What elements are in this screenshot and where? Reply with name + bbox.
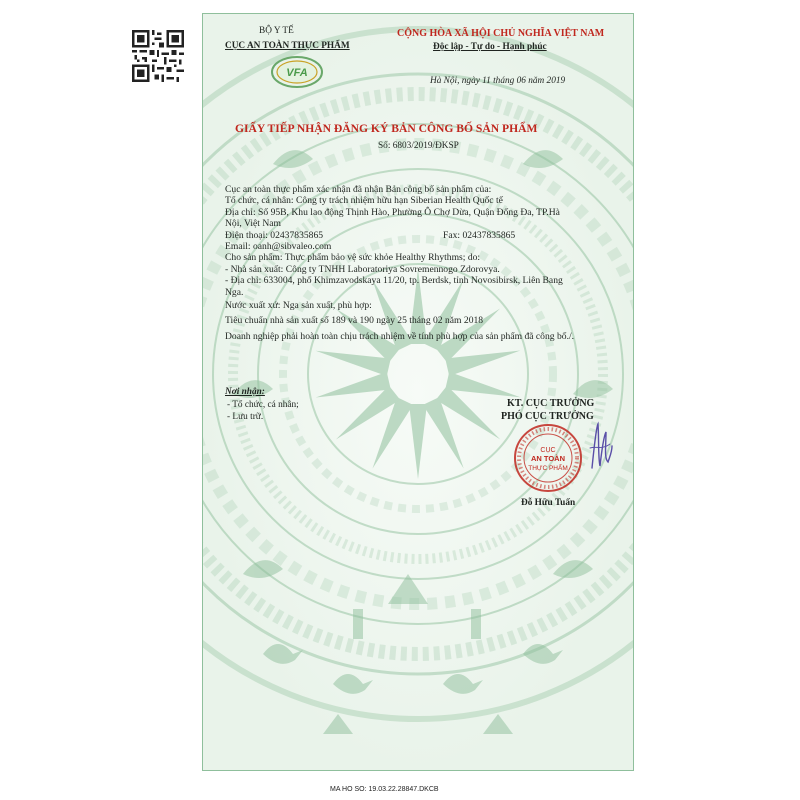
- vfa-logo-icon: [269, 54, 325, 90]
- ministry-name: BỘ Y TẾ: [259, 26, 294, 36]
- body-line-1: Cục an toàn thực phẩm xác nhận đã nhận Bản công bố sản phẩm của:: [225, 184, 492, 195]
- document-number: Số: 6803/2019/ĐKSP: [378, 141, 459, 151]
- body-line-10: Nước xuất xứ: Nga sản xuất, phù hợp:: [225, 300, 372, 312]
- body-line-7: - Nhà sản xuất: Công ty TNHH Laboratoriya Sovremennogo Zdorovya.: [225, 263, 500, 275]
- file-code: MA HO SO: 19.03.22.28847.DKCB: [330, 786, 439, 793]
- signature-title: KT. CỤC TRƯỞNG: [507, 398, 595, 409]
- certificate: [202, 13, 634, 771]
- stamp-text-line2: AN TOÀN: [530, 454, 566, 463]
- document-title: GIẤY TIẾP NHẬN ĐĂNG KÝ BẢN CÔNG BỐ SẢN PHẨM: [235, 122, 538, 135]
- agency-name: CỤC AN TOÀN THỰC PHẨM: [225, 41, 350, 51]
- recipient-item: - Lưu trữ.: [227, 412, 264, 422]
- vfa-logo-text: VFA: [286, 67, 308, 79]
- nation-title: CỘNG HÒA XÃ HỘI CHỦ NGHĨA VIỆT NAM: [397, 28, 605, 39]
- nation-motto: Độc lập - Tự do - Hạnh phúc: [433, 42, 547, 52]
- body-line-3: Địa chỉ: Số 95B, Khu lao động Thịnh Hào, Phường Ô Chợ Dừa, Quận Đống Đa, TP.Hà: [225, 206, 560, 218]
- official-stamp-icon: [512, 422, 584, 494]
- body-text: [225, 184, 625, 342]
- recipient-item: - Tổ chức, cá nhân;: [227, 400, 299, 410]
- place-date: Hà Nội, ngày 11 tháng 06 năm 2019: [430, 76, 566, 86]
- stamp-text-line1: CỤC: [540, 447, 556, 454]
- qr-code-icon: [132, 30, 184, 82]
- fax-number: Fax: 02437835865: [443, 229, 516, 241]
- contact-line: [225, 230, 625, 241]
- body-line-11: Tiêu chuẩn nhà sản xuất số 189 và 190 ngày 25 tháng 02 năm 2018: [225, 315, 484, 327]
- body-line-4: Nội, Việt Nam: [225, 218, 282, 230]
- stamp-text-line3: THỰC PHẨM: [528, 465, 568, 472]
- body-line-9: Nga.: [225, 286, 244, 298]
- body-line-2: Tổ chức, cá nhân: Công ty trách nhiệm hữu hạn Siberian Health Quốc tế: [225, 195, 503, 207]
- body-line-6: Cho sản phẩm: Thực phẩm bảo vệ sức khỏe Healthy Rhythms; do:: [225, 252, 481, 264]
- recipients-heading: Nơi nhận:: [225, 387, 265, 397]
- body-line-12: Doanh nghiệp phải hoàn toàn chịu trách nhiệm về tính phù hợp của sản phẩm đã công bố./.: [225, 330, 575, 342]
- signer-name: Đỗ Hữu Tuấn: [521, 498, 576, 508]
- phone-number: Điện thoại: 02437835865: [225, 229, 324, 241]
- email-line: Email: oanh@sibvaleo.com: [225, 241, 332, 253]
- signature-subtitle: PHÓ CỤC TRƯỞNG: [501, 411, 594, 422]
- handwritten-signature-icon: [588, 418, 614, 476]
- body-line-8: - Địa chỉ: 633004, phố Khimzavodskaya 11/20, tp. Berdsk, tỉnh Novosibirsk, Liên Bang: [225, 275, 563, 287]
